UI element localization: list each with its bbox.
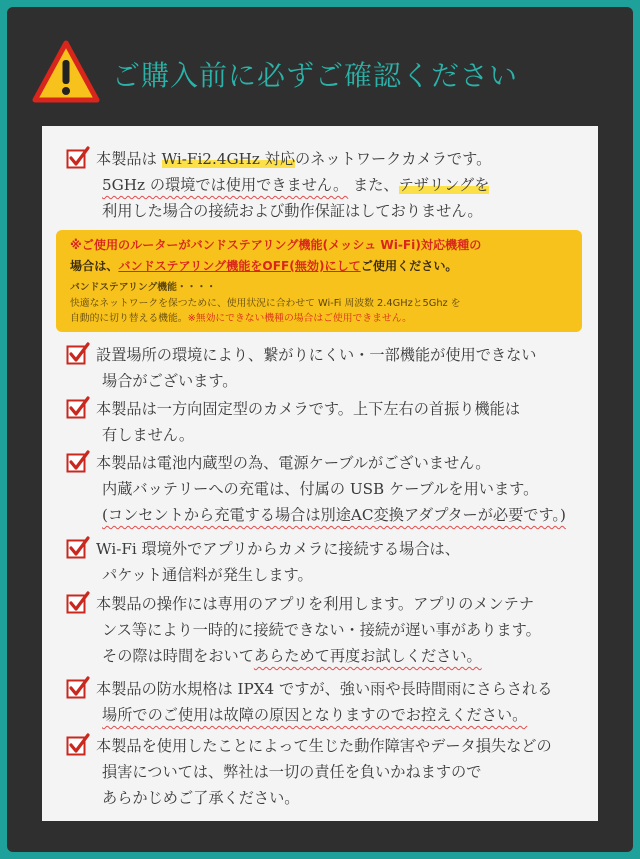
text-segment: のネットワークカメラです。 [295,150,492,168]
text-line [96,702,596,728]
text-line [96,396,596,422]
text-line [96,476,596,502]
text-segment: (コンセントから充電する場合は別途AC変換アダプターが必要です。) [102,506,566,524]
checklist-item-text [96,396,596,448]
checklist-item-text [96,591,596,669]
checkbox-checked-icon [66,146,90,170]
text-segment: 場合がございます。 [102,372,238,390]
text-line [96,198,596,224]
note-sub: バンドステアリング機能・・・・ 快適なネットワークを保つために、使用状況に合わせて Wi-Fi 周波数 2.4GHzと5Ghz を 自動的に切り替える機能。※無効にできない機種の場合はご使用できません。 [70,282,461,324]
text-line [96,146,596,172]
text-segment: 有しません。 [102,426,195,444]
checklist-item-text [96,146,596,224]
page-title: ご購入前に必ずご確認ください [112,59,519,92]
text-line [96,536,596,562]
text-line [96,450,596,476]
text-segment: パケット通信料が発生します。 [102,566,313,584]
text-segment: Wi-Fi 環境外でアプリからカメラに接続する場合は、 [96,540,460,558]
checklist-item-text [96,342,596,394]
text-segment: 本製品は [96,150,162,168]
warning-triangle-icon [32,40,100,104]
text-segment: 本製品の防水規格は IPX4 ですが、強い雨や長時間雨にさらされる [96,680,553,698]
text-line [96,759,596,785]
text-segment: 損害については、弊社は一切の責任を負いかねますので [102,763,482,781]
checklist-item [66,342,596,394]
text-segment: Wi-Fi2.4GHz 対応 [161,150,296,168]
checklist-item [66,396,596,448]
text-line [96,643,596,669]
checklist-item [66,591,596,669]
text-line [96,422,596,448]
checkbox-checked-icon [66,342,90,366]
text-segment: 本製品は電池内蔵型の為、電源ケーブルがございません。 [96,454,491,472]
text-line [96,368,596,394]
text-line [96,342,596,368]
text-segment: テザリングを [398,176,490,194]
text-line [96,617,596,643]
checklist-item-text [96,676,596,728]
text-line [96,502,596,528]
checkbox-checked-icon [66,591,90,615]
text-segment: あらためて再度お試しください。 [253,647,482,665]
text-segment: 本製品は一方向固定型のカメラです。上下左右の首振り機能は [96,400,521,418]
text-segment: 内蔵バッテリーへの充電は、付属の USB ケーブルを用います。 [102,480,539,498]
checklist-item [66,536,596,588]
checkbox-checked-icon [66,536,90,560]
text-segment: 利用した場合の接続および動作保証はしておりません。 [102,202,483,220]
text-line [96,785,596,811]
text-segment: 本製品を使用したことによって生じた動作障害やデータ損失などの [96,737,552,755]
text-segment: 5GHz の環境では使用できません。 [102,176,349,194]
checklist-item [66,146,596,224]
text-line [96,733,596,759]
text-line [96,676,596,702]
checkbox-checked-icon [66,676,90,700]
text-segment: ンス等により一時的に接続できない・接続が遅い事があります。 [102,621,541,639]
checkbox-checked-icon [66,396,90,420]
text-line [96,562,596,588]
checklist-item-text [96,733,596,811]
text-segment: あらかじめご了承ください。 [102,789,300,807]
checklist-item-text [96,536,596,588]
text-segment: 設置場所の環境により、繋がりにくい・一部機能が使用できない [96,346,537,364]
text-segment: また、 [348,176,399,194]
checkbox-checked-icon [66,733,90,757]
checklist-item [66,733,596,811]
text-line [96,172,596,198]
checklist-item-text [96,450,596,528]
note-main: ※ご使用のルーターがバンドステアリング機能(メッシュ Wi-Fi)対応機種の 場合は、バンドステアリング機能をOFF(無効)にしてご使用ください。 [70,238,482,273]
text-segment: その際は時間をおいて [102,647,254,665]
text-segment: 本製品の操作には専用のアプリを利用します。アプリのメンテナ [96,595,535,613]
checklist-item [66,676,596,728]
band-steering-note [56,230,582,332]
text-segment: 場所でのご使用は故障の原因となりますのでお控えください。 [102,706,528,724]
checkbox-checked-icon [66,450,90,474]
checklist-item [66,450,596,528]
text-line [96,591,596,617]
